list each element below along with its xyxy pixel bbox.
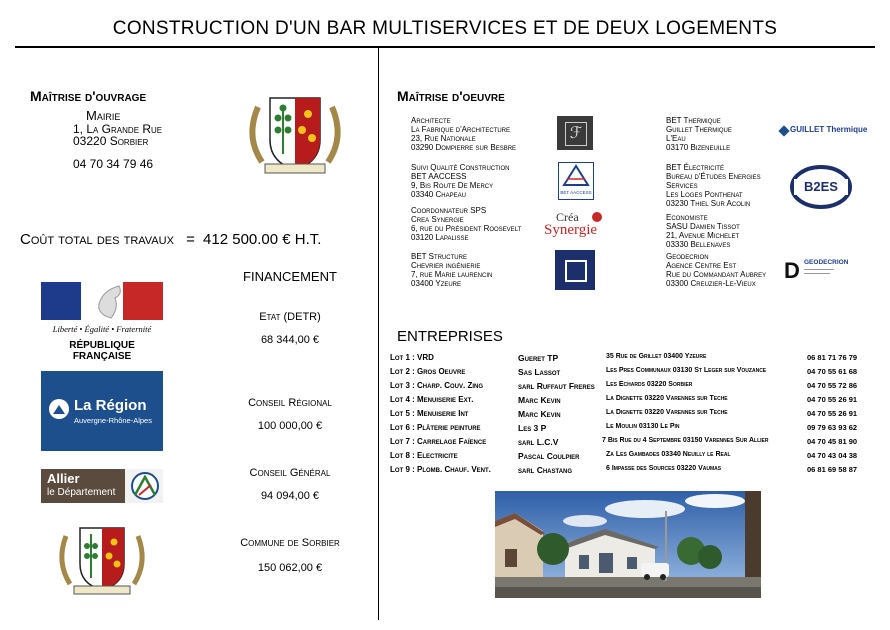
lot-label: Lot 6 : Plâterie peinture [390, 423, 481, 432]
moe-role: Architecte [411, 116, 451, 125]
moe-city: 03340 Chapeau [411, 190, 466, 199]
fin-amount-region: 100 000,00 € [257, 420, 323, 432]
lot-address: Les Pres Communaux 03130 St Leger sur Vouzance [606, 367, 767, 374]
sorbier-coat-of-arms-small-logo [52, 522, 152, 602]
mo-address1: 1, La Grande Rue [73, 122, 163, 136]
table-row [390, 437, 870, 450]
financement-heading: FINANCEMENT [243, 269, 337, 284]
moe-address: Rue du Commandant Aubrey [666, 270, 767, 279]
lot-phone: 04 70 55 61 68 [807, 367, 858, 376]
lot-company: Pascal Coulpier [518, 451, 580, 461]
mo-phone: 04 70 34 79 46 [73, 157, 154, 171]
moe-city: 03230 Thiel Sur Acolin [666, 199, 751, 208]
cout-total [20, 231, 321, 248]
geodecrion-logo: D GEODECRION [784, 258, 849, 283]
table-row [390, 409, 870, 422]
republique-francaise-logo [41, 282, 163, 362]
sorbier-coat-of-arms-logo [240, 92, 350, 182]
lot-address: Le Moulin 03130 Le Pin [606, 423, 680, 430]
lot-address: La Dignette 03220 Varennes sur Teche [606, 409, 728, 416]
lot-company: sarl L.C.V [518, 437, 559, 447]
allier-departement-logo [41, 469, 163, 503]
lot-company: Gueret TP [518, 353, 559, 363]
lot-company: sarl Chastang [518, 465, 573, 475]
aaccess-name: BET AACCESS [560, 190, 592, 195]
lot-phone: 06 81 71 76 79 [807, 353, 858, 362]
allier-sub: le Département [47, 487, 116, 498]
moe-address: L'Eau [666, 134, 686, 143]
moe-company: Agence Centre Est [666, 261, 737, 270]
moe-role: BET Thermique [666, 116, 721, 125]
moe-company: SASU Damien Tissot [666, 222, 740, 231]
lot-company: Sas Lassot [518, 367, 561, 377]
moe-company: La Fabrique d'Architecture [411, 125, 510, 134]
table-row [390, 465, 870, 478]
table-row [390, 367, 870, 380]
moe-role: Suivi Qualité Construction [411, 163, 510, 172]
moe-role: Coordonnateur SPS [411, 206, 487, 215]
moe-structure [411, 252, 492, 288]
moe-company-cont: Services [666, 181, 698, 190]
lot-label: Lot 7 : Carrelage Faïence [390, 437, 487, 446]
table-row [390, 395, 870, 408]
lot-phone: 06 81 69 58 87 [807, 465, 858, 474]
table-row [390, 423, 870, 436]
lot-label: Lot 5 : Menuiserie Int [390, 409, 469, 418]
lot-label: Lot 3 : Charp. Couv. Zing [390, 381, 484, 390]
moe-geodecrion [666, 252, 766, 288]
lot-phone: 04 70 55 26 91 [807, 395, 858, 404]
table-row [390, 381, 870, 394]
bet-aaccess-logo [558, 162, 594, 200]
moe-address: Les Loges Ponthenat [666, 190, 743, 199]
geodecrion-name: GEODECRION [804, 259, 849, 266]
lot-address: Za Les Gambades 03340 Neuilly le Real [606, 451, 731, 458]
moe-company: Bureau d'Études Energies [666, 172, 761, 181]
maitrise-ouvrage-heading: Maîtrise d'ouvrage [30, 88, 147, 104]
moe-city: 03400 Yzeure [411, 279, 461, 288]
table-row [390, 353, 870, 366]
lot-company: Marc Kevin [518, 395, 561, 405]
republique-name: RÉPUBLIQUE FRANÇAISE [69, 340, 135, 362]
moe-address: 6, rue du Président Roosevelt [411, 224, 522, 233]
moe-role: BET Structure [411, 252, 467, 261]
lot-phone: 04 70 45 81 90 [807, 437, 858, 446]
moe-role: Economiste [666, 213, 708, 222]
guillet-name: GUILLET Thermique [790, 125, 868, 134]
moe-sps [411, 206, 521, 242]
moe-company: Crea Synergie [411, 215, 464, 224]
lot-label: Lot 2 : Gros Oeuvre [390, 367, 466, 376]
moe-company: BET AACCESS [411, 172, 467, 181]
moe-economiste [666, 213, 740, 249]
fin-label-departement: Conseil Général [249, 467, 331, 479]
lot-address: 35 Rue de Grillet 03400 Yzeure [606, 353, 707, 360]
moe-address: 21, Avenue Michelet [666, 231, 740, 240]
lot-address: 6 Impasse des Sources 03220 Vaumas [606, 465, 722, 472]
maitrise-oeuvre-heading: Maîtrise d'oeuvre [397, 88, 505, 104]
moe-architecte [411, 116, 516, 152]
fin-label-etat: Etat (DETR) [259, 311, 321, 323]
lot-company: Marc Kevin [518, 409, 561, 419]
allier-name: Allier [47, 471, 80, 486]
lot-company: sarl Ruffaut Freres [518, 381, 595, 391]
lot-phone: 04 70 55 72 86 [807, 381, 858, 390]
b2es-logo [790, 163, 852, 211]
lot-phone: 04 70 55 26 91 [807, 409, 858, 418]
lot-label: Lot 8 : Electricite [390, 451, 458, 460]
page-title: CONSTRUCTION D'UN BAR MULTISERVICES ET DE DEUX LOGEMENTS [112, 18, 778, 39]
moe-address: 9, Bis Route De Mercy [411, 181, 494, 190]
moe-role: Geodecrion [666, 252, 709, 261]
moe-thermique [666, 116, 732, 152]
lot-address: Les Echards 03220 Sorbier [606, 381, 693, 388]
moe-city: 03290 Dompierre sur Besbre [411, 143, 517, 152]
fin-amount-commune: 150 062,00 € [257, 562, 323, 574]
moe-company: Chevrier ingénierie [411, 261, 481, 270]
moe-company: Guillet Thermique [666, 125, 732, 134]
moe-city: 03120 Lapalisse [411, 233, 469, 242]
moe-role: BET Électricité [666, 163, 724, 172]
fin-label-region: Conseil Régional [248, 397, 332, 409]
mo-address2: 03220 Sorbier [73, 134, 149, 148]
mo-name: Mairie [86, 108, 121, 123]
guillet-thermique-logo [780, 124, 868, 140]
lot-company: Les 3 P [518, 423, 547, 433]
title-divider [15, 46, 875, 48]
la-region-logo [41, 371, 163, 451]
fin-amount-etat: 68 344,00 € [260, 334, 320, 346]
lot-phone: 09 79 63 93 62 [807, 423, 858, 432]
cout-label: Coût total des travaux [20, 231, 174, 248]
fin-label-commune: Commune de Sorbier [240, 537, 340, 549]
fabrique-architecture-logo: ℱ [557, 116, 593, 150]
moe-address: 7, rue Marie laurencin [411, 270, 493, 279]
moe-address: 23, Rue Nationale [411, 134, 476, 143]
synergie-word: Synergie [544, 222, 598, 238]
lot-label: Lot 9 : Plomb. Chauf. Vent. [390, 465, 491, 474]
region-name: La Région [74, 397, 147, 414]
lot-address: La Dignette 03220 Varennes sur Teche [606, 395, 728, 402]
crea-synergie-logo [544, 210, 608, 242]
region-mountain-icon [53, 403, 65, 415]
fin-amount-departement: 94 094,00 € [260, 490, 320, 502]
table-row [390, 451, 870, 464]
building-photo [495, 491, 761, 598]
lot-address: 7 Bis Rue du 4 Septembre 03150 Varennes Sur Allier [602, 437, 769, 444]
region-sub: Auvergne-Rhône-Alpes [74, 416, 152, 425]
moe-city: 03300 Creuzier-Le-Vieux [666, 279, 756, 288]
lot-label: Lot 4 : Menuiserie Ext. [390, 395, 474, 404]
moe-electricite [666, 163, 761, 208]
b2es-name: B2ES [804, 179, 838, 194]
cout-amount: 412 500.00 € H.T. [203, 231, 322, 248]
republique-motto: Liberté • Égalité • Fraternité [52, 324, 152, 334]
chevrier-ingenierie-logo [555, 250, 595, 290]
moe-city: 03330 Bellenaves [666, 240, 731, 249]
allier-emblem-icon [129, 471, 161, 501]
moe-city: 03170 Bizeneuille [666, 143, 731, 152]
entreprises-heading: ENTREPRISES [397, 328, 503, 345]
cout-equals: = [186, 231, 195, 248]
lot-label: Lot 1 : VRD [390, 353, 434, 362]
crea-word: Créa [556, 210, 579, 224]
moe-suivi-qualite [411, 163, 509, 199]
lot-phone: 04 70 43 04 38 [807, 451, 858, 460]
